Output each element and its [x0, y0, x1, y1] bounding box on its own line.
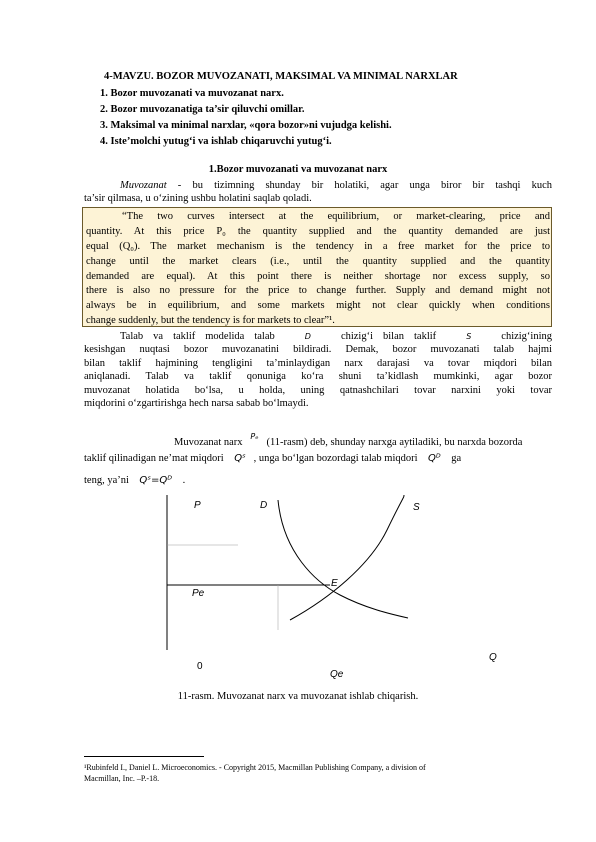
intro-line: ta’sir qilmasa, u o‘zining ushbu holatini saqlab qoladi.: [84, 193, 312, 205]
toc-item-4: 4. Iste’molchi yutug‘i va ishlab chiqaruvchi yutug‘i.: [100, 136, 332, 147]
supply-curve: [290, 495, 404, 620]
para3-text: Muvozanat narx: [174, 437, 243, 448]
page-title: 4-MAVZU. BOZOR MUVOZANATI, MAKSIMAL VA MINIMAL NARXLAR: [104, 71, 458, 82]
quote-line: demanded are equal). At this point there is neither shortage nor excess supply, so: [86, 270, 550, 282]
para3-text: ga: [451, 453, 462, 464]
intro-paragraph: [84, 179, 552, 206]
symbol-s: S: [466, 332, 472, 341]
demand-curve: [278, 500, 408, 618]
quote-box: [82, 207, 552, 327]
price-label: Pe: [192, 588, 205, 599]
demand-label: D: [260, 500, 268, 511]
quote-line: there is also no pressure for the price to change further. Supply and demand might not: [86, 285, 550, 297]
para2-line: aniqlanadi. Talab va taklif qonuniga ko‘ra shuni ta’kidlash mumkinki, agar bozor: [84, 371, 552, 383]
equilibrium-chart: [150, 490, 520, 690]
quote-line: change until the market clears (i.e., until the quantity supplied and the quantity: [86, 255, 550, 267]
para2-text: chizig‘ining: [501, 331, 553, 342]
footnote-line: Macmillan, Inc. –P.-18.: [84, 774, 160, 783]
para2-text: Talab va taklif modelida talab: [120, 331, 275, 342]
symbol-d: D: [304, 332, 311, 341]
origin-label: 0: [197, 661, 203, 672]
para3-text: taklif qilinadigan ne’mat miqdori: [84, 453, 224, 464]
para2-text: chizig‘i bilan taklif: [340, 331, 437, 342]
para2-line: miqdorini o‘zgartirishga hech narsa sabab bo‘lmaydi.: [84, 397, 309, 409]
para3-text: , unga bo‘lgan bozordagi talab miqdori: [253, 453, 418, 464]
toc-item-1: 1. Bozor muvozanati va muvozanat narx.: [100, 88, 284, 99]
symbol-qs: Qˢ: [234, 453, 246, 464]
quote-line: equal (Q₀). The market mechanism is the tendency in a free market for the price to: [86, 240, 550, 252]
section-heading: 1.Bozor muvozanati va muvozanat narx: [208, 164, 388, 175]
quote-line: change suddenly, but the tendency is for markets to clear”¹.: [86, 315, 335, 327]
supply-label: S: [413, 502, 420, 513]
symbol-pe: Pₑ: [250, 432, 259, 441]
para2-line: muvozanat holatida bo‘lsa, u holda, uning qatnashchilari tovar narxini yoki tovar: [84, 384, 552, 396]
paragraph-2: [84, 330, 552, 410]
footnote-line: ¹Rubinfeld I., Daniel L. Microeconomics. - Copyright 2015, Macmillan Publishing Company, a division of: [84, 763, 426, 772]
para2-line: kesishgan nuqtasi bozor muvozanatini bildiradi. Demak, bozor muvozanati talab hajmi: [84, 344, 552, 356]
paragraph-3: [84, 426, 552, 492]
y-axis-label: P: [194, 500, 201, 511]
intro-term: Muvozanat: [120, 180, 167, 191]
quote-line: always be in equilibrium, and some markets might not clear quickly when conditions: [86, 300, 550, 312]
quote-text: [86, 210, 550, 329]
x-axis-label: Q: [489, 652, 497, 663]
para3-text: (11-rasm) deb, shunday narxga aytiladiki, bu narxda bozorda: [266, 437, 523, 448]
para2-line: bilan taklif hajmining tengligini ta’minlaydigan narx darajasi va tovar miqdori bilan: [84, 357, 552, 369]
para3-text: .: [182, 475, 186, 486]
quantity-label: Qe: [330, 669, 344, 680]
figure-caption: 11-rasm. Muvozanat narx va muvozanat ishlab chiqarish.: [177, 691, 419, 702]
quote-line: quantity. At this price P₀ the quantity supplied and the quantity demanded are just: [86, 225, 550, 237]
footnote-divider: [84, 756, 204, 757]
footnote: [84, 762, 534, 784]
intro-line: - bu tizimning shunday bir holatiki, agar unga biror bir tashqi kuch: [166, 180, 552, 191]
quote-line: “The two curves intersect at the equilibrium, or market-clearing, price and: [122, 211, 550, 222]
toc-item-3: 3. Maksimal va minimal narxlar, «qora bozor»ni vujudga kelishi.: [100, 120, 392, 131]
toc-item-2: 2. Bozor muvozanatiga ta’sir qiluvchi omillar.: [100, 104, 305, 115]
symbol-equality: Qˢ=Qᴰ: [139, 475, 173, 486]
para3-text: teng, ya’ni: [84, 475, 129, 486]
symbol-qd: Qᴰ: [428, 453, 441, 464]
equilibrium-label: E: [331, 578, 338, 589]
